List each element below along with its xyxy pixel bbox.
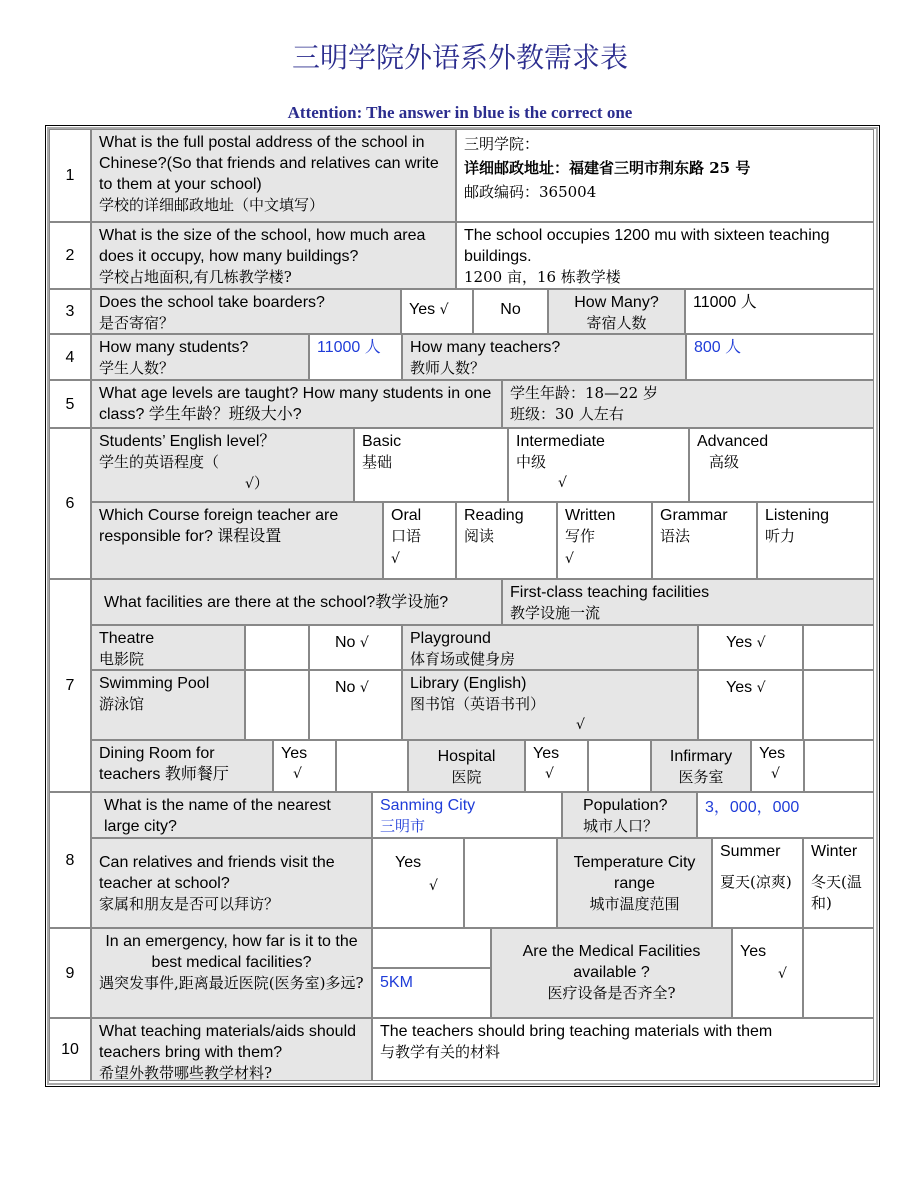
checkmark-icon: √ (778, 966, 787, 982)
facility-swimming-pool (91, 670, 245, 740)
label-cn: 电影院 (99, 650, 145, 668)
label-cn: 城市温度范围 (589, 895, 680, 913)
checkmark-icon: √ (359, 680, 369, 696)
city-cn: 三明市 (380, 817, 426, 835)
course-listening (757, 502, 874, 579)
postal-code: 邮政编码：365004 (464, 183, 597, 201)
answer-teaching-materials (372, 1018, 874, 1081)
label-cn: 听力 (765, 527, 796, 545)
answer-postal-address (456, 129, 874, 222)
blank-cell (803, 670, 874, 740)
facility-dining-room (91, 740, 273, 792)
row-number-4: 4 (49, 334, 91, 380)
blank-cell (336, 740, 408, 792)
question-en: How many students? (99, 339, 249, 356)
label-cn: 中级 (516, 453, 547, 471)
course-oral (383, 502, 456, 579)
label-en: Grammar (660, 507, 728, 524)
facility-hospital (408, 740, 525, 792)
label-cn: 冬天(温和) (811, 873, 862, 912)
checkmark-icon: √ (756, 680, 766, 696)
checkmark-icon: √ (558, 475, 567, 491)
question-cn: 家属和朋友是否可以拜访？ (99, 895, 280, 913)
blank-cell (803, 928, 874, 1018)
checkmark-icon: √ (245, 476, 254, 492)
label-cn: 阅读 (464, 527, 495, 545)
answer-cn: 1200 亩，16 栋教学楼 (464, 268, 621, 286)
checkmark-icon: √ (576, 717, 585, 733)
question-temperature (557, 838, 712, 928)
question-nearest-city (91, 792, 372, 838)
label-cn: 体育场或健身房 (410, 650, 516, 668)
playground-answer: Yes √ (698, 625, 803, 670)
school-name: 三明学院： (464, 135, 540, 153)
row-number-3: 3 (49, 289, 91, 334)
label-en: Reading (464, 507, 524, 524)
label-en: Theatre (99, 630, 155, 647)
medical-facilities-answer: Yes √ (732, 928, 803, 1018)
answer-age-levels (502, 380, 874, 428)
postal-address: 详细邮政地址：福建省三明市荆东路 25 号 (464, 159, 751, 177)
label-cn: 寄宿人数 (586, 314, 647, 332)
teachers-count: 800 人 (686, 334, 874, 380)
theatre-answer: No √ (309, 625, 402, 670)
blank-cell (245, 670, 309, 740)
label-cn: 城市人口？ (583, 817, 659, 835)
row-number-5: 5 (49, 380, 91, 428)
question-en: Are the Medical Facilities available ? (522, 943, 701, 981)
facility-playground (402, 625, 698, 670)
label-en: Infirmary (669, 748, 733, 765)
row-number-2: 2 (49, 222, 91, 289)
blank-cell (245, 625, 309, 670)
question-en: Students’ English level？ (99, 433, 276, 450)
blank-cell (804, 740, 874, 792)
label-cn: 图书馆（英语书刊） (410, 695, 546, 713)
question-en: What is the name of the nearest large city? (104, 797, 331, 835)
blank-cell (464, 838, 557, 928)
boarders-count: 11000 人 (685, 289, 874, 334)
label-cn: 写作 (565, 527, 596, 545)
question-visit (91, 838, 372, 928)
row-number-6: 6 (49, 428, 91, 579)
row-number-1: 1 (49, 129, 91, 222)
city-en: Sanming City (380, 797, 476, 814)
question-courses: Which Course foreign teacher are responsible for? 课程设置 (91, 502, 383, 579)
label-en: Winter (811, 843, 858, 860)
facility-infirmary (651, 740, 751, 792)
age-range: 学生年龄：18—22 岁 (510, 384, 658, 402)
label-en: Hospital (437, 748, 496, 765)
question-teachers (402, 334, 686, 380)
visit-answer: Yes √ (372, 838, 464, 928)
question-cn: 教师人数？ (410, 359, 486, 377)
checkmark-icon: √ (565, 551, 574, 567)
infirmary-answer: Yes √ (751, 740, 804, 792)
label-cn: 口语 (391, 527, 422, 545)
question-cn: 希望外教带哪些教学材料? (99, 1064, 273, 1082)
facility-library (402, 670, 698, 740)
question-en: What teaching materials/aids should teachers bring with them? (99, 1023, 357, 1061)
question-en: What is the full postal address of the school in Chinese?(So that friends and relatives can write to them at your school) (99, 134, 439, 193)
question-en: Can relatives and friends visit the teacher at school? (99, 854, 335, 892)
question-medical-facilities (491, 928, 732, 1018)
level-close: √） (245, 474, 269, 492)
label-en: Summer (720, 843, 781, 860)
class-size: 班级：30 人左右 (510, 405, 624, 423)
question-cn: 是否寄宿？ (99, 314, 175, 332)
hospital-answer: Yes √ (525, 740, 588, 792)
course-grammar (652, 502, 757, 579)
question-en: What is the size of the school, how much area does it occupy, how many buildings? (99, 227, 426, 265)
level-basic (354, 428, 508, 502)
summer-temperature (712, 838, 803, 928)
answer-en: The teachers should bring teaching materials with them (380, 1023, 773, 1040)
answer-school-size (456, 222, 874, 289)
question-cn: 学生的英语程度（ (99, 453, 220, 471)
question-school-size (91, 222, 456, 289)
label-en: Temperature City range (573, 854, 696, 892)
answer-nearest-city (372, 792, 562, 838)
library-answer: Yes √ (698, 670, 803, 740)
course-written (557, 502, 652, 579)
answer-cn: 教学设施一流 (510, 604, 601, 622)
blank-cell (803, 625, 874, 670)
course-reading (456, 502, 557, 579)
question-cn: 学校的详细邮政地址（中文填写） (99, 196, 325, 214)
row-number-10: 10 (49, 1018, 91, 1081)
question-teaching-materials (91, 1018, 372, 1081)
label-en: Oral (391, 507, 422, 524)
checkmark-icon: √ (429, 878, 438, 894)
checkmark-icon: √ (771, 766, 780, 782)
answer-cn: 与教学有关的材料 (380, 1043, 501, 1061)
label-cn: 高级 (709, 453, 740, 471)
label-cn: 医务室 (678, 768, 724, 786)
row-number-7: 7 (49, 579, 91, 792)
level-advanced (689, 428, 874, 502)
checkmark-icon: √ (545, 766, 554, 782)
yes-label: Yes (409, 301, 436, 318)
question-en: How many teachers? (410, 339, 561, 356)
checkmark-icon: √ (439, 302, 449, 318)
pool-answer: No √ (309, 670, 402, 740)
row-number-9: 9 (49, 928, 91, 1018)
label-en: Library (English) (410, 675, 527, 692)
label-en: How Many? (574, 294, 659, 311)
question-students (91, 334, 309, 380)
label-cn: 医院 (451, 768, 482, 786)
question-cn: 医疗设备是否齐全? (547, 984, 676, 1002)
question-cn: 学校占地面积,有几栋教学楼? (99, 268, 292, 286)
answer-facilities (502, 579, 874, 625)
boarders-no: No (473, 289, 548, 334)
label-en: Population? (583, 797, 668, 814)
attention-note: Attention: The answer in blue is the correct one (287, 103, 633, 122)
dining-answer: Yes √ (273, 740, 336, 792)
blank-cell (372, 928, 491, 968)
population-value: 3，000，000 (697, 792, 874, 838)
question-medical-distance (91, 928, 372, 1018)
question-cn: 学生人数？ (99, 359, 175, 377)
question-cn: 遇突发事件,距离最近医院(医务室)多远? (99, 974, 364, 992)
answer-en: First-class teaching facilities (510, 584, 710, 601)
label-en: Basic (362, 433, 402, 450)
facility-theatre (91, 625, 245, 670)
question-facilities: What facilities are there at the school?教学设施? (91, 579, 502, 625)
label-en: Written (565, 507, 616, 524)
question-en: In an emergency, how far is it to the best medical facilities? (105, 933, 358, 971)
how-many-boarders (548, 289, 685, 334)
checkmark-icon: √ (359, 635, 369, 651)
level-intermediate (508, 428, 689, 502)
students-count: 11000 人 (309, 334, 402, 380)
label-en: Swimming Pool (99, 675, 210, 692)
blank-cell (588, 740, 651, 792)
boarders-yes (401, 289, 473, 334)
question-age-levels: What age levels are taught? How many students in one class? 学生年龄？班级大小? (91, 380, 502, 428)
answer-en: The school occupies 1200 mu with sixteen teaching buildings. (464, 227, 830, 265)
label-cn: 基础 (362, 453, 393, 471)
page-title: 三明学院外语系外教需求表 (291, 41, 628, 74)
question-postal-address (91, 129, 456, 222)
label-cn: teachers 教师餐厅 (99, 766, 229, 783)
winter-temperature (803, 838, 874, 928)
checkmark-icon: √ (391, 551, 400, 567)
label-en: Playground (410, 630, 491, 647)
label-cn: 游泳馆 (99, 695, 145, 713)
medical-distance: 5KM (372, 968, 491, 1018)
question-boarders (91, 289, 401, 334)
question-en: Does the school take boarders? (99, 294, 325, 311)
row-number-8: 8 (49, 792, 91, 928)
checkmark-icon: √ (756, 635, 766, 651)
label-en: Listening (765, 507, 830, 524)
question-english-level (91, 428, 354, 502)
label-cn: 夏天(凉爽) (720, 873, 792, 891)
question-population (562, 792, 697, 838)
label-en: Intermediate (516, 433, 605, 450)
label-cn: 语法 (660, 527, 691, 545)
label-en: Dining Room for (99, 745, 215, 762)
checkmark-icon: √ (293, 766, 302, 782)
label-en: Advanced (697, 433, 769, 450)
